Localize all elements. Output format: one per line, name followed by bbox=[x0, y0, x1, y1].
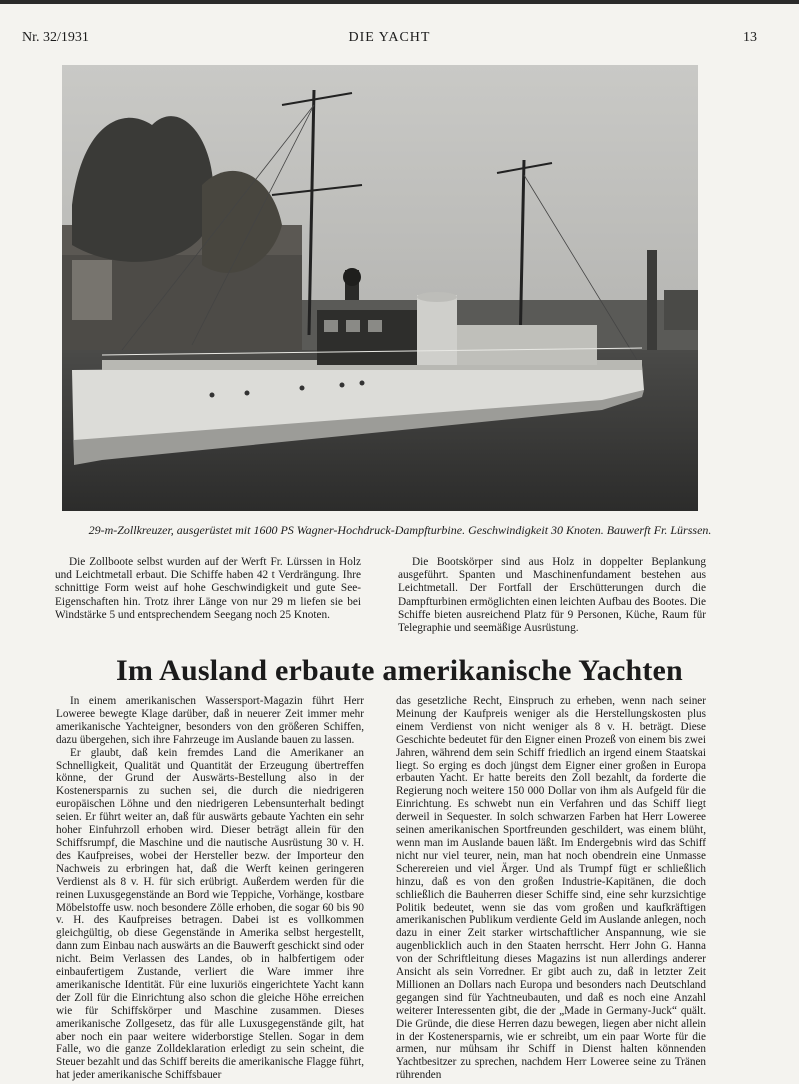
upper-right-paragraph: Die Bootskörper sind aus Holz in doppelter Beplankung ausgeführt. Spanten und Maschinenfundament bestehen aus Leichtmetall. Der Fortfall der Erschütterungen durch die Dampfturbinen ermöglichten einen leichten Aufbau des Bootes. Die Schiffe bieten ausreichend Platz für 9 Personen, Küche, Raum für Telegraphie und seemäßige Ausrüstung. bbox=[398, 556, 706, 635]
upper-right-column bbox=[398, 556, 706, 635]
journal-title: DIE YACHT bbox=[348, 30, 431, 45]
article-paragraph: Er glaubt, daß kein fremdes Land die Amerikaner an Schnelligkeit, Qualität und Quantität der Erzeugung übertreffen könne, der Grund der Auswärts-Bestellung also in der Kostenersparnis zu suchen sei, die durch die niedrigeren europäischen Löhne und den niedrigeren Lebensunterhalt bedingt seien. Er führt weiter an, daß für auswärts gebaute Yachten ein sehr hoher Einfuhrzoll erhoben wird. Dieser beträgt allein für den Schiffsrumpf, die Maschine und die nautische Ausrüstung 30 v. H. des Kaufpreises, wobei der Hersteller bezw. der Importeur den Nachweis zu erbringen hat, daß die Werft keinen geringeren Verdienst als 8 v. H. für sich erübrigt. Außerdem werden für die reinen Luxusgegenstände an Bord wie Teppiche, Vorhänge, kostbare Möbelstoffe usw. noch besondere Zölle erhoben, die sogar 60 bis 90 v. H. des Kaufpreises betragen. Dabei ist es vollkommen gleichgültig, ob diese Gegenstände in Amerika selbst hergestellt, dann zum Einbau nach auswärts an die Bauwerft geschickt sind oder nicht. Beim Verlassen des Landes, ob in halbfertigem oder einbaufertigem Zustande, verliert die Ware immer ihre amerikanische Identität. Für eine luxuriös eingerichtete Yacht kann der Zoll für die Einrichtung also schon die gleiche Höhe erreichen wie für Schiffskörper und Maschine zusammen. Dieses amerikanische Zollgesetz, das für alle Luxusgegenstände gilt, hat aber noch ein paar weitere widerborstige Stellen. Sogar in dem Falle, wo die ganze Zolldeklaration erledigt zu sein scheint, die Steuer bezahlt und das Schiff bereits die amerikanische Flagge führt, hat jeder amerikanische Schiffsbauer bbox=[56, 746, 364, 1082]
article-paragraph: In einem amerikanischen Wassersport-Magazin führt Herr Loweree bewegte Klage darüber, daß in neuerer Zeit immer mehr amerikanische Yachteigner, besonders von den größeren Schiffen, dazu übergehen, sich ihre Fahrzeuge im Auslande bauen zu lassen. bbox=[56, 695, 364, 746]
top-rule bbox=[0, 0, 799, 4]
page-header bbox=[22, 30, 757, 50]
upper-left-column bbox=[55, 556, 361, 622]
article-headline: Im Ausland erbaute amerikanische Yachten bbox=[116, 654, 683, 687]
article-paragraph: das gesetzliche Recht, Einspruch zu erheben, wenn nach seiner Meinung der Kaufpreis weniger als die Herstellungskosten plus einem Verdienst von nicht weniger als 8 v. H. beträgt. Diese Geschichte bedeutet für den Eigner einen Prozeß von einem bis zwei Jahren, während dem sein Schiff friedlich an irgend einem Staatskai liegt. So erging es doch jüngst dem Eigner einer großen in Europa erbauten Yacht. Er hatte bereits den Zoll bezahlt, da forderte die Regierung noch weitere 150 000 Dollar von ihm als Aufgeld für die Einrichtung. Es schwebt nun ein Verfahren und das Schiff liegt derweil in Sequester. In solch schwarzen Farben hat Herr Loweree seinen amerikanischen Sportfreunden geschildert, was einem blüht, wenn man im Auslande bauen läßt. Im Endergebnis wird das Schiff nicht nur viel teurer, nein, man hat noch obendrein eine Unmasse Scherereien und viel Ärger. Und als Trumpf fügt er schließlich hinzu, daß es von den großen Industrie-Kapitänen, die doch schließlich die Bauherren dieser Schiffe sind, eine sehr kurzsichtige Politik bedeutet, wenn sie das vom großen und kaufkräftigen amerikanischen Publikum verdiente Geld im Auslande anlegen, noch dazu in einer Zeit starker wirtschaftlicher Anspannung, wie sie augenblicklich auch in den Staaten herrscht. Herr John G. Hanna von der Schriftleitung dieses Magazins ist nun allerdings anderer Ansicht als sein Vorredner. Er gibt auch zu, daß in letzter Zeit Millionen an Dollars nach Europa und besonders nach Deutschland gegangen sind für Yachtneubauten, und daß es noch eine Anzahl weiterer Interessenten gibt, die der „Made in Germany-Juck“ quält. Die Gründe, die diese Herren dazu bewegen, liegen aber nicht allein in der Kostenersparnis, wie er schreibt, um ein paar Worte für die armen, nur mühsam ihr Schiff in Dienst halten könnenden Yachtbesitzer zu sprechen, nachdem Herr Loweree seine zu Tränen rührenden bbox=[396, 695, 706, 1082]
photo-caption: 29-m-Zollkreuzer, ausgerüstet mit 1600 PS Wagner-Hochdruck-Dampfturbine. Geschwindigkeit 30 Knoten. Bauwerft Fr. Lürssen. bbox=[88, 523, 712, 537]
upper-left-paragraph: Die Zollboote selbst wurden auf der Werft Fr. Lürssen in Holz und Leichtmetall erbaut. Die Schiffe haben 42 t Verdrängung. Ihre schnittige Form weist auf hohe Geschwindigkeit und gute See-Eigenschaften hin. Trotz ihrer Länge von nur 29 m liefen sie bei Windstärke 5 und entsprechendem Seegang noch 25 Knoten. bbox=[55, 556, 361, 621]
issue-number: Nr. 32/1931 bbox=[22, 30, 89, 45]
article-right-column bbox=[396, 695, 706, 1082]
customs-cruiser-photo bbox=[62, 65, 698, 511]
page-number: 13 bbox=[743, 30, 757, 45]
article-left-column bbox=[56, 695, 364, 1082]
